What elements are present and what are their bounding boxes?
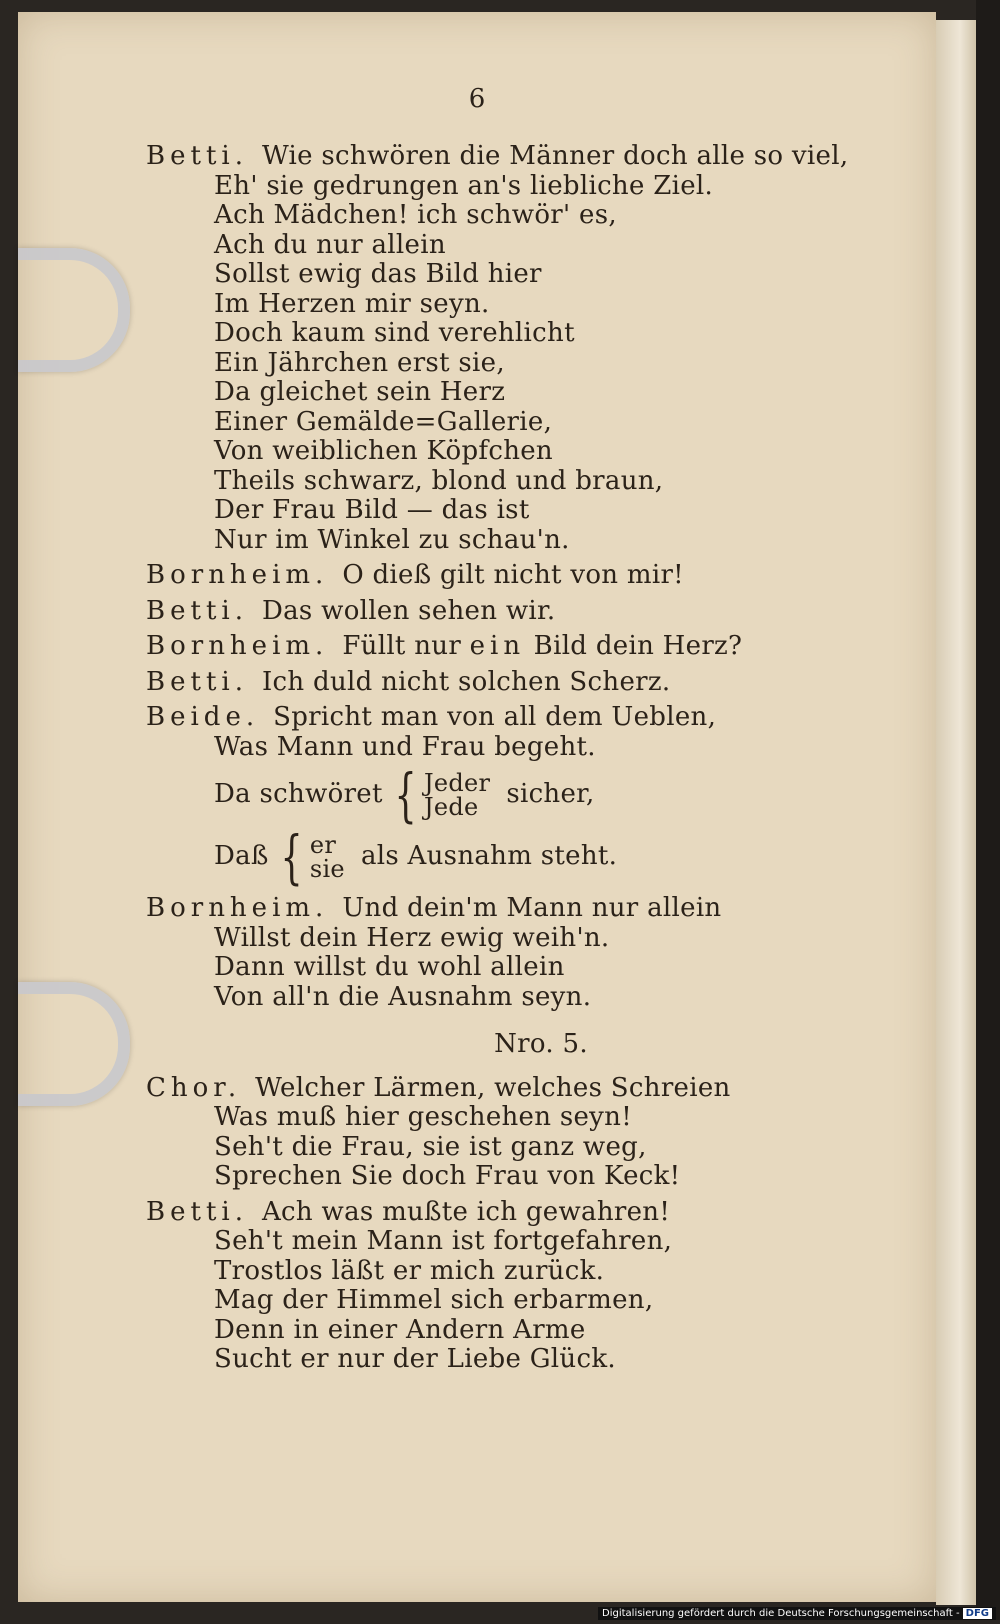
verse-line: Daß [214, 841, 269, 872]
verse-line: Im Herzen mir seyn. [214, 288, 490, 319]
brace-option: Jede [423, 793, 479, 821]
verse-line: Denn in einer Andern Arme [214, 1314, 586, 1345]
verse-line: Da gleichet sein Herz [214, 377, 506, 407]
verse-line: Nur im Winkel zu schau'n. [214, 524, 570, 555]
speaker-name: Betti. [146, 1196, 248, 1227]
dfg-logo: DFG [963, 1608, 992, 1619]
speaker-name: Beide. [146, 702, 260, 732]
speech-bornheim [146, 894, 1000, 1012]
verse-line: Willst dein Herz ewig weih'n. [214, 922, 610, 953]
verse-line: Sollst ewig das Bild hier [214, 259, 542, 289]
speech-bornheim [146, 561, 1000, 591]
speech-bornheim [146, 632, 1000, 662]
speaker-name: Betti. [146, 595, 248, 626]
brace-option: Jeder [423, 769, 491, 797]
verse-line: Das wollen sehen wir. [261, 595, 556, 626]
verse-line: Bild dein Herz? [533, 631, 743, 661]
speaker-name: Bornheim. [146, 631, 329, 661]
verse-line: Was muß hier geschehen seyn! [214, 1102, 632, 1132]
brace-option: er [309, 831, 337, 859]
speaker-name: Bornheim. [146, 893, 329, 923]
brace-choice [310, 833, 345, 881]
speech-betti [146, 668, 1000, 698]
brace-line [146, 823, 1000, 891]
verse-line: Wie schwören die Männer doch alle so viel, [261, 141, 849, 171]
brace-line [146, 761, 1000, 829]
verse-line: Doch kaum sind verehlicht [214, 318, 575, 348]
verse-line: Ach Mädchen! ich schwör' es, [214, 200, 617, 230]
verse-line: Einer Gemälde=Gallerie, [214, 406, 553, 437]
verse-line: Mag der Himmel sich erbarmen, [214, 1285, 654, 1315]
verse-line: Füllt nur [342, 631, 462, 661]
verse-line: Von weiblichen Köpfchen [214, 436, 553, 466]
verse-line: sicher, [506, 779, 595, 810]
speech-betti [146, 142, 1000, 555]
verse-line: Trostlos läßt er mich zurück. [214, 1255, 605, 1286]
brace-symbol: { [394, 761, 417, 829]
emphasized-word: ein [469, 631, 526, 661]
speech-beide [146, 702, 1000, 891]
book-page [18, 12, 936, 1602]
verse-line: Ein Jährchen erst sie, [214, 347, 505, 378]
speaker-name: Bornheim. [146, 560, 329, 590]
verse-line: Sucht er nur der Liebe Glück. [214, 1344, 616, 1374]
footer-text: Digitalisierung gefördert durch die Deutsche Forschungsgemeinschaft - [602, 1608, 960, 1619]
page-number: 6 [468, 84, 486, 114]
verse-line: Von all'n die Ausnahm seyn. [214, 981, 592, 1012]
verse-line: Welcher Lärmen, welches Schreien [255, 1072, 731, 1103]
verse-line: Theils schwarz, blond und braun, [214, 465, 664, 496]
speech-betti [146, 597, 1000, 627]
verse-line: Seh't mein Mann ist fortgefahren, [214, 1226, 673, 1256]
verse-line: Eh' sie gedrungen an's liebliche Ziel. [214, 170, 714, 201]
section-title: Nro. 5. [494, 1029, 588, 1059]
verse-line: Was Mann und Frau begeht. [214, 731, 596, 762]
brace-option: sie [309, 855, 345, 883]
digitization-footer [598, 1607, 996, 1620]
speech-chor [146, 1074, 1000, 1192]
verse-line: Ach du nur allein [214, 229, 446, 260]
brace-symbol: { [280, 823, 303, 891]
speech-betti [146, 1198, 1000, 1375]
verse-line: Ach was mußte ich gewahren! [261, 1196, 671, 1227]
speaker-name: Betti. [146, 666, 248, 697]
verse-line: Ich duld nicht solchen Scherz. [261, 666, 671, 697]
verse-line: Seh't die Frau, sie ist ganz weg, [214, 1131, 647, 1162]
speaker-name: Chor. [146, 1072, 242, 1103]
verse-line: Der Frau Bild — das ist [214, 495, 530, 525]
text-block-1 [18, 142, 1000, 1375]
verse-line: Dann willst du wohl allein [214, 952, 565, 982]
verse-line: O dieß gilt nicht von mir! [342, 560, 684, 590]
verse-line: als Ausnahm steht. [360, 841, 618, 872]
brace-choice [424, 771, 490, 819]
speaker-name: Betti. [146, 141, 248, 171]
verse-line: Spricht man von all dem Ueblen, [273, 702, 717, 732]
verse-line: Sprechen Sie doch Frau von Keck! [214, 1161, 681, 1191]
verse-line: Da schwöret [214, 779, 383, 810]
verse-line: Und dein'm Mann nur allein [342, 893, 722, 923]
